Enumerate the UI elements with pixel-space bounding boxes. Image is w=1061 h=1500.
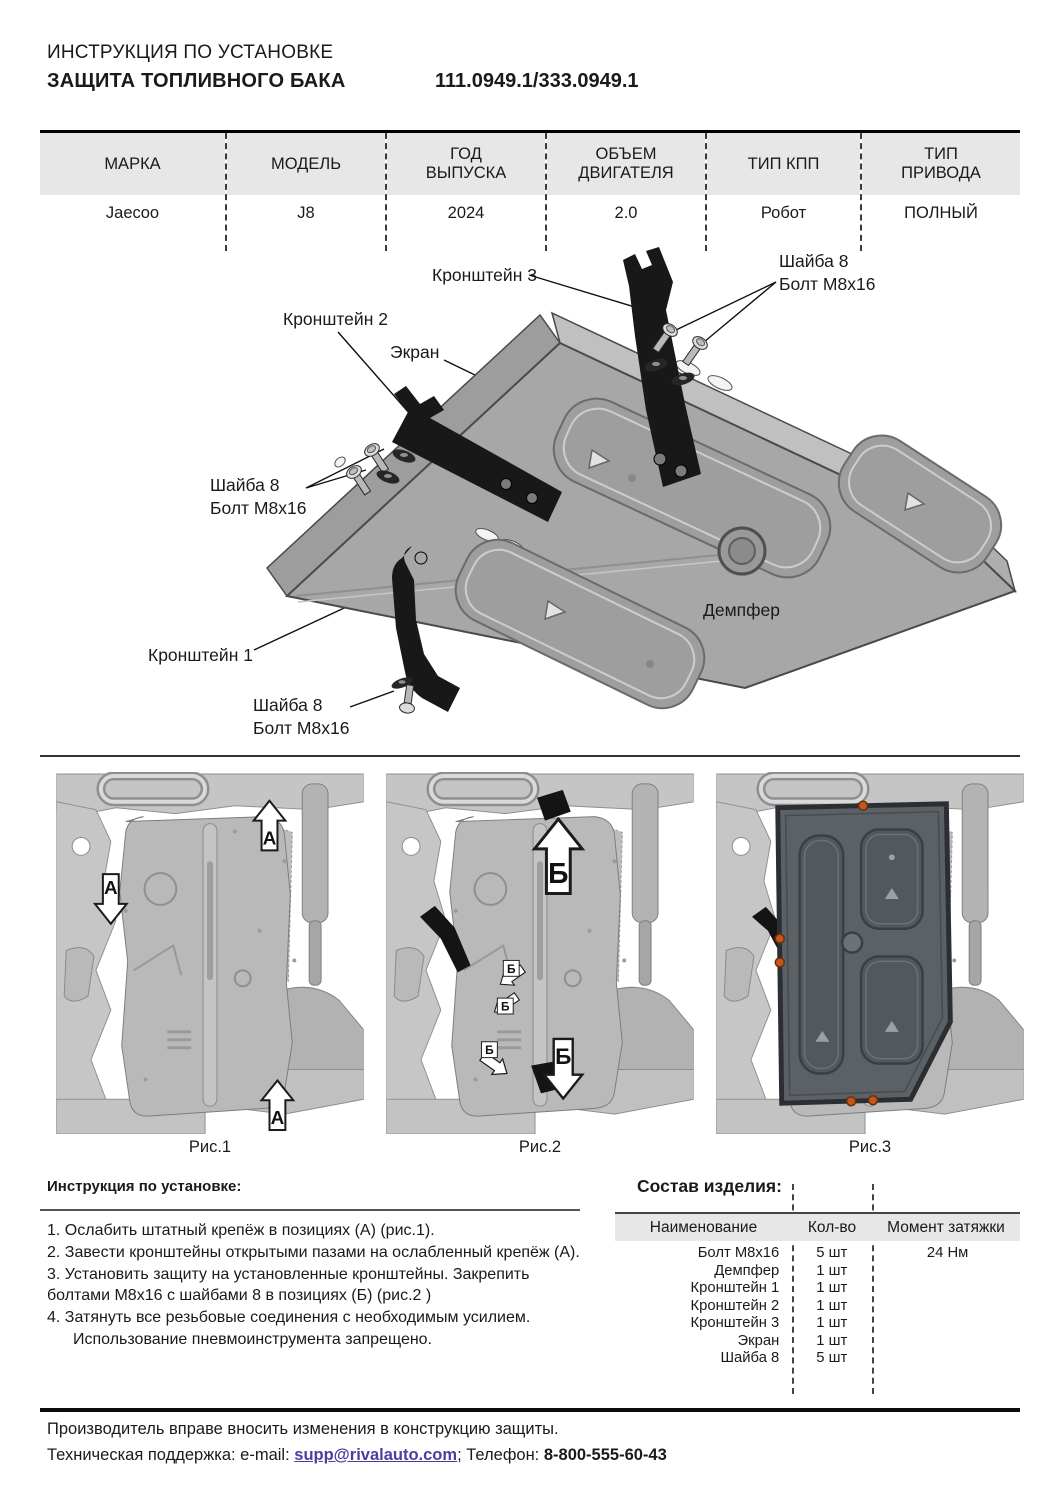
marker-flag	[497, 998, 513, 1014]
spec-col-drive	[860, 133, 1020, 251]
exploded-diagram	[40, 246, 1020, 758]
svg-text:А: А	[104, 876, 118, 898]
spec-header: МАРКА	[40, 133, 225, 195]
doc-subtitle: ИНСТРУКЦИЯ ПО УСТАНОВКЕ	[47, 42, 334, 63]
spec-value: ПОЛНЫЙ	[904, 204, 978, 222]
spec-header: ГОД ВЫПУСКА	[387, 133, 545, 195]
label-washer-bolt-left: Шайба 8 Болт М8х16	[210, 475, 307, 518]
vehicle-spec-table	[40, 130, 1020, 251]
svg-text:А: А	[262, 827, 277, 849]
instructions-list	[47, 1220, 592, 1351]
torque-value: 24 Нм	[926, 1245, 969, 1261]
label-bracket2: Кронштейн 2	[283, 309, 388, 329]
svg-text:Б: Б	[548, 857, 569, 890]
label-damper: Демпфер	[703, 600, 780, 620]
exploded-view	[40, 246, 1020, 758]
parts-row: Демпфер 1 шт	[714, 1262, 848, 1279]
svg-text:Б: Б	[555, 1043, 572, 1069]
spec-value: 2.0	[614, 204, 638, 222]
part-numbers: 111.0949.1/333.0949.1	[435, 70, 639, 92]
instruction-step: 2. Завести кронштейны открытыми пазами на ослабленный крепёж (А).	[47, 1244, 580, 1261]
parts-row: Кронштейн 1 1 шт	[690, 1280, 848, 1296]
parts-row: Экран 1 шт	[737, 1332, 848, 1349]
spec-value: Jaecoo	[105, 204, 160, 222]
footer-disclaimer: Производитель вправе вносить изменения в конструкцию защиты.	[47, 1420, 559, 1438]
phone-label: Телефон:	[466, 1446, 544, 1464]
figure-3-caption: Рис.3	[848, 1138, 892, 1156]
instruction-step: 4. Затянуть все резьбовые соединения с необходимым усилием.	[47, 1309, 531, 1326]
footer-rule	[40, 1408, 1020, 1412]
figure-2	[385, 772, 695, 1134]
figure-3-photo	[715, 772, 1025, 1134]
instructions-rule	[40, 1209, 580, 1211]
label-bracket3: Кронштейн 3	[432, 265, 537, 285]
doc-title: ЗАЩИТА ТОПЛИВНОГО БАКА	[47, 70, 346, 92]
instructions-heading: Инструкция по установке:	[47, 1178, 242, 1195]
spec-col-brand	[40, 133, 225, 251]
damper-ring	[719, 528, 765, 574]
spec-col-gearbox	[705, 133, 860, 251]
footer-support	[47, 1446, 667, 1465]
parts-heading: Состав изделия:	[637, 1176, 782, 1196]
label-washer-bolt-top-right: Шайба 8 Болт М8х16	[779, 251, 876, 294]
spec-value: J8	[297, 204, 315, 222]
parts-row: Кронштейн 2 1 шт	[690, 1297, 848, 1314]
parts-table-header	[615, 1212, 1020, 1241]
instruction-step-continuation: Использование пневмоинструмента запрещено.	[73, 1331, 433, 1348]
spec-header: ОБЪЕМ ДВИГАТЕЛЯ	[547, 133, 705, 195]
label-washer-bolt-bottom: Шайба 8 Болт М8х16	[253, 695, 350, 738]
figure-1	[55, 772, 365, 1134]
label-shield: Экран	[390, 342, 440, 362]
parts-col-torque: Момент затяжки	[887, 1218, 1005, 1236]
spec-col-model	[225, 133, 385, 251]
figure-1-photo	[55, 772, 365, 1134]
parts-col-name: Наименование	[649, 1218, 758, 1236]
support-email-link[interactable]: supp@rivalauto.com	[294, 1446, 458, 1464]
support-phone: 8-800-555-60-43	[543, 1446, 667, 1464]
figure-2-photo	[385, 772, 695, 1134]
spec-header: ТИП КПП	[707, 133, 860, 195]
svg-text:А: А	[270, 1107, 285, 1129]
support-prefix: Техническая поддержка: e-mail:	[47, 1446, 295, 1464]
separator: ;	[457, 1446, 467, 1464]
spec-value: 2024	[447, 204, 485, 222]
svg-text:Б: Б	[501, 999, 510, 1014]
instruction-step: 1. Ослабить штатный крепёж в позициях (А) (рис.1).	[47, 1222, 435, 1239]
parts-row: Болт М8х16 5 шт 24 Нм	[615, 1245, 1020, 1263]
instruction-step: 3. Установить защиту на установленные кронштейны. Закрепить болтами М8х16 с шайбами 8 в позициях (Б) (рис.2 )	[47, 1266, 530, 1304]
label-bracket1: Кронштейн 1	[148, 645, 253, 665]
section-divider	[40, 755, 1020, 757]
figure-3	[715, 772, 1025, 1134]
svg-text:Б: Б	[485, 1043, 494, 1058]
figure-1-caption: Рис.1	[188, 1138, 232, 1156]
installed-shield	[775, 801, 950, 1105]
spec-col-engine	[545, 133, 705, 251]
parts-row: Шайба 8 5 шт	[720, 1350, 848, 1366]
spec-value: Робот	[760, 204, 807, 222]
parts-row: Кронштейн 3 1 шт	[690, 1315, 848, 1331]
spec-header: МОДЕЛЬ	[227, 133, 385, 195]
parts-col-qty: Кол-во	[807, 1218, 857, 1236]
figure-2-caption: Рис.2	[518, 1138, 562, 1156]
spec-header: ТИП ПРИВОДА	[862, 133, 1020, 195]
svg-text:Б: Б	[506, 961, 516, 976]
parts-table-rows	[615, 1245, 1020, 1368]
spec-col-year	[385, 133, 545, 251]
marker-flag	[503, 960, 519, 976]
marker-flag	[481, 1042, 497, 1058]
